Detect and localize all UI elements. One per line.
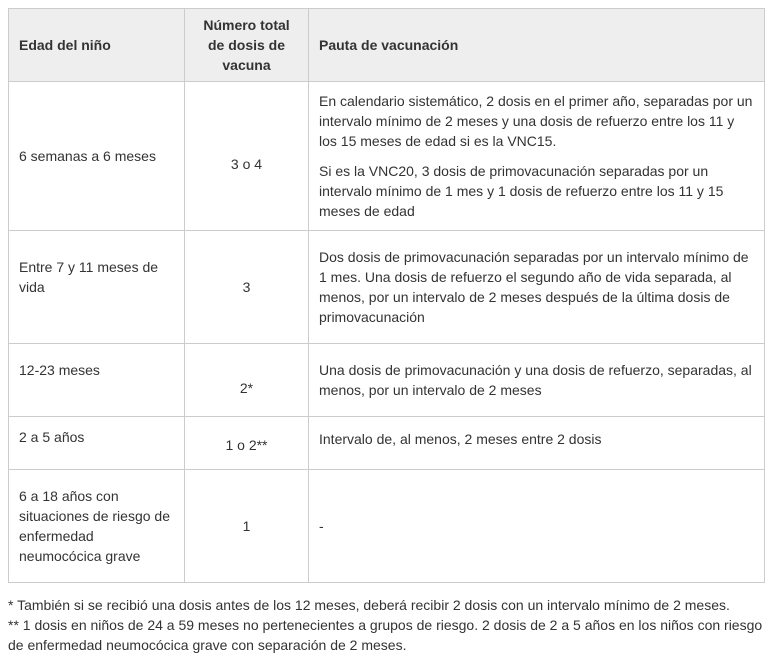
doses-text: 2*	[239, 380, 254, 396]
schedule-text: -	[319, 518, 324, 534]
table-row	[9, 344, 765, 417]
vaccination-schedule-table	[8, 8, 765, 583]
cell-schedule	[309, 344, 765, 417]
cell-doses	[185, 470, 309, 583]
table-row	[9, 231, 765, 344]
age-text: 2 a 5 años	[19, 429, 85, 445]
schedule-text: Dos dosis de primovacunación separadas por un intervalo mínimo de 1 mes. Una dosis de refuerzo el segundo año de vida separada, al menos, por un intervalo de 2 meses después de la última dosis de primovacunación	[319, 249, 749, 325]
doses-text: 1	[242, 518, 251, 534]
cell-age	[9, 231, 185, 344]
age-text: 6 a 18 años con situaciones de riesgo de enfermedad neumocócica grave	[19, 488, 170, 564]
cell-age	[9, 82, 185, 231]
doses-text: 3	[242, 279, 251, 295]
table-row	[9, 82, 765, 231]
age-text: 6 semanas a 6 meses	[19, 148, 156, 164]
table-row	[9, 470, 765, 583]
schedule-text: En calendario sistemático, 2 dosis en el primer año, separadas por un intervalo mínimo de 2 meses y una dosis de refuerzo entre los 11 y los 15 meses de edad si es la VNC15.	[319, 93, 753, 149]
header-age: Edad del niño	[9, 9, 185, 82]
age-text: Entre 7 y 11 meses de vida	[19, 259, 159, 295]
footnotes	[8, 595, 764, 655]
table-header-row	[9, 9, 765, 82]
table-row	[9, 417, 765, 470]
schedule-text: Intervalo de, al menos, 2 meses entre 2 dosis	[319, 431, 602, 447]
schedule-text: Si es la VNC20, 3 dosis de primovacunación separadas por un intervalo mínimo de 1 mes y 1 dosis de refuerzo entre los 11 y 15 meses de edad	[319, 163, 724, 219]
age-text: 12-23 meses	[19, 362, 100, 378]
footnote: * También si se recibió una dosis antes de los 12 meses, deberá recibir 2 dosis con un intervalo mínimo de 2 meses.	[8, 597, 730, 613]
cell-age	[9, 417, 185, 470]
header-schedule: Pauta de vacunación	[309, 9, 765, 82]
cell-schedule	[309, 417, 765, 470]
footnote: ** 1 dosis en niños de 24 a 59 meses no pertenecientes a grupos de riesgo. 2 dosis de 2 a 5 años en los niños con riesgo de enfermedad neumocócica grave con separación de 2 meses.	[8, 617, 763, 653]
doses-text: 3 o 4	[230, 156, 263, 172]
cell-schedule	[309, 82, 765, 231]
cell-age	[9, 470, 185, 583]
doses-text: 1 o 2**	[225, 437, 268, 453]
cell-schedule	[309, 231, 765, 344]
schedule-text: Una dosis de primovacunación y una dosis de refuerzo, separadas, al menos, por un intervalo de 2 meses	[319, 362, 752, 398]
cell-doses	[185, 344, 309, 417]
cell-doses	[185, 417, 309, 470]
cell-schedule	[309, 470, 765, 583]
cell-age	[9, 344, 185, 417]
cell-doses	[185, 82, 309, 231]
header-doses: Número total de dosis de vacuna	[185, 9, 309, 82]
cell-doses	[185, 231, 309, 344]
